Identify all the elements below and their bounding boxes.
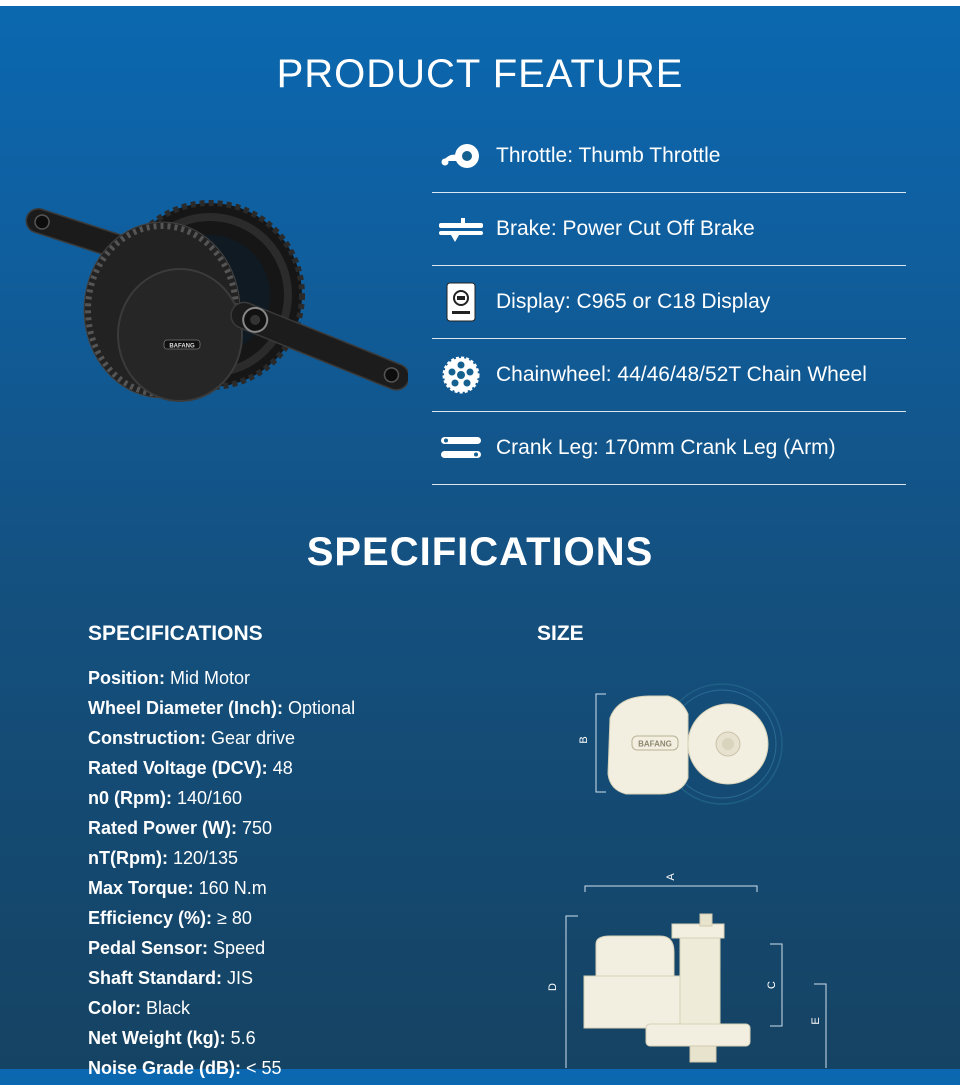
feature-text: Crank Leg: 170mm Crank Leg (Arm) [496, 436, 836, 459]
dimension-label-b: B [578, 736, 590, 744]
feature-list [432, 120, 906, 485]
feature-text: Throttle: Thumb Throttle [496, 144, 721, 167]
specifications-heading: SPECIFICATIONS [306, 530, 654, 574]
feature-text: Chainwheel: 44/46/48/52T Chain Wheel [496, 363, 867, 386]
spec-row: Pedal Sensor: Speed [88, 938, 266, 958]
spec-row: Color: Black [88, 998, 191, 1018]
size-subheading: SIZE [537, 622, 584, 645]
spec-row: Construction: Gear drive [88, 728, 296, 748]
motor-side-view-diagram [570, 678, 800, 808]
specifications-subheading: SPECIFICATIONS [88, 622, 263, 645]
spec-list [88, 665, 508, 1085]
spec-row: Rated Power (W): 750 [88, 818, 273, 838]
crank-leg-icon [436, 428, 486, 468]
spec-row: Shaft Standard: JIS [88, 968, 254, 988]
spec-row: Max Torque: 160 N.m [88, 878, 267, 898]
display-icon [436, 282, 486, 322]
feature-row-chainwheel [432, 339, 906, 412]
feature-text: Brake: Power Cut Off Brake [496, 217, 755, 240]
spec-row: n0 (Rpm): 140/160 [88, 788, 243, 808]
feature-row-display [432, 266, 906, 339]
motor-front-view-diagram [540, 868, 840, 1068]
chainwheel-icon [436, 355, 486, 395]
mid-drive-motor-image [22, 195, 408, 415]
spec-row: Wheel Diameter (Inch): Optional [88, 698, 356, 718]
diagram-brand-logo: BAFANG [638, 739, 672, 749]
product-feature-heading: PRODUCT FEATURE [276, 52, 684, 96]
feature-row-brake [432, 193, 906, 266]
throttle-icon [436, 136, 486, 176]
dimension-label-d: D [547, 983, 559, 991]
spec-row: Noise Grade (dB): < 55 [88, 1058, 282, 1078]
feature-text: Display: C965 or C18 Display [496, 290, 771, 313]
spec-row: nT(Rpm): 120/135 [88, 848, 239, 868]
brake-lever-icon [436, 209, 486, 249]
feature-row-crank-leg [432, 412, 906, 485]
top-border [0, 0, 960, 6]
dimension-label-c: C [766, 981, 778, 989]
spec-row: Efficiency (%): ≥ 80 [88, 908, 252, 928]
feature-row-throttle [432, 120, 906, 193]
spec-row: Net Weight (kg): 5.6 [88, 1028, 256, 1048]
motor-brand-logo: BAFANG [169, 343, 195, 350]
spec-row: Position: Mid Motor [88, 668, 251, 688]
dimension-label-a: A [665, 873, 677, 881]
spec-row: Rated Voltage (DCV): 48 [88, 758, 293, 778]
dimension-label-e: E [810, 1017, 822, 1025]
